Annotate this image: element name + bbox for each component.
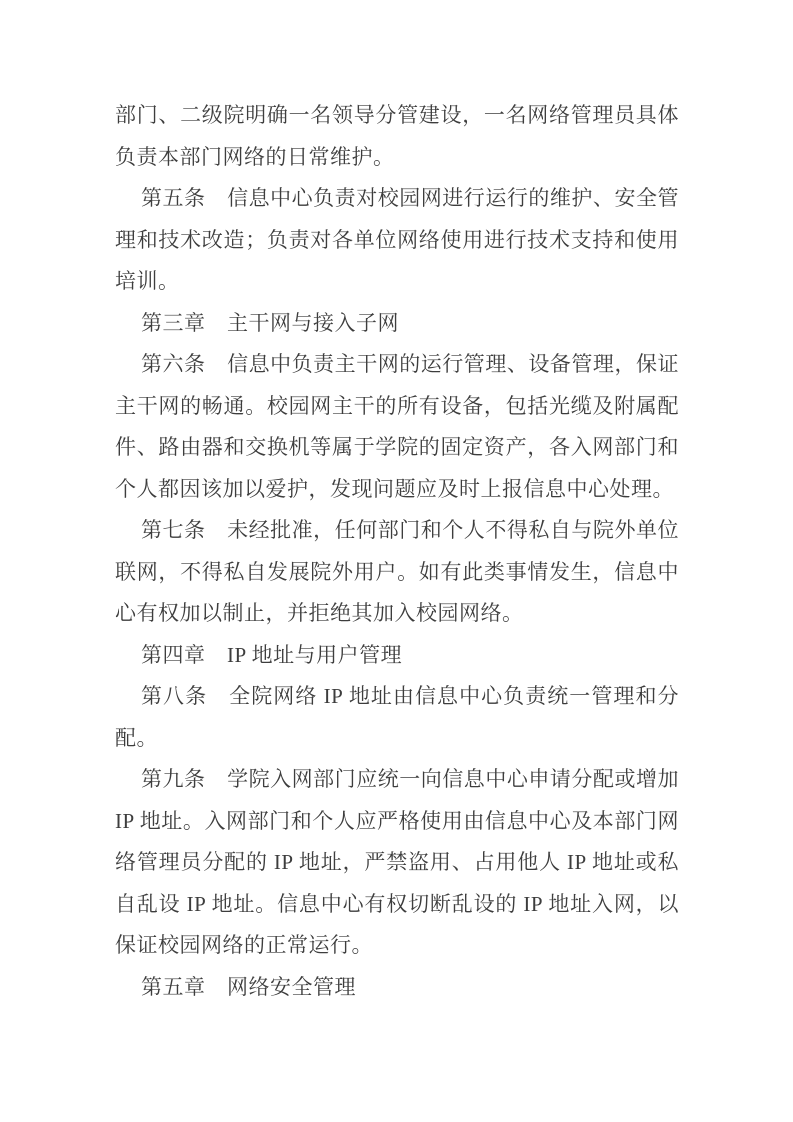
text-line: 部门、二级院明确一名领导分管建设，一名网络管理员具体 xyxy=(115,103,679,127)
article-9-line: 第九条 学院入网部门应统一向信息中心申请分配或增加 xyxy=(141,767,679,791)
text-line: 联网，不得私自发展院外用户。如有此类事情发生，信息中 xyxy=(115,559,679,584)
text-line: 自乱设 IP 地址。信息中心有权切断乱设的 IP 地址入网，以 xyxy=(115,891,679,916)
text-line: 心有权加以制止，并拒绝其加入校园网络。 xyxy=(115,601,524,625)
text-line: 负责本部门网络的日常维护。 xyxy=(115,144,395,169)
text-line: 个人都因该加以爱护，发现问题应及时上报信息中心处理。 xyxy=(115,476,674,501)
article-6-line: 第六条 信息中负责主干网的运行管理、设备管理，保证 xyxy=(141,352,679,376)
chapter-4-heading: 第四章 IP 地址与用户管理 xyxy=(141,642,403,667)
text-line: 配。 xyxy=(115,725,158,750)
text-line: 保证校园网络的正常运行。 xyxy=(115,933,373,957)
article-7-line: 第七条 未经批准，任何部门和个人不得私自与院外单位 xyxy=(141,518,679,542)
chapter-5-heading: 第五章 网络安全管理 xyxy=(141,974,356,999)
text-line: 络管理员分配的 IP 地址，严禁盗用、占用他人 IP 地址或私 xyxy=(115,850,679,874)
article-8-line: 第八条 全院网络 IP 地址由信息中心负责统一管理和分 xyxy=(141,684,679,708)
text-line: 培训。 xyxy=(115,269,180,293)
document-text-block xyxy=(115,95,679,1008)
text-line: 主干网的畅通。校园网主干的所有设备，包括光缆及附属配 xyxy=(115,393,679,418)
text-line: IP 地址。入网部门和个人应严格使用由信息中心及本部门网 xyxy=(115,808,679,833)
text-line: 理和技术改造；负责对各单位网络使用进行技术支持和使用 xyxy=(115,227,679,252)
chapter-3-heading: 第三章 主干网与接入子网 xyxy=(141,310,399,335)
text-line: 件、路由器和交换机等属于学院的固定资产，各入网部门和 xyxy=(115,435,679,459)
article-5-line: 第五条 信息中心负责对校园网进行运行的维护、安全管 xyxy=(141,186,679,210)
